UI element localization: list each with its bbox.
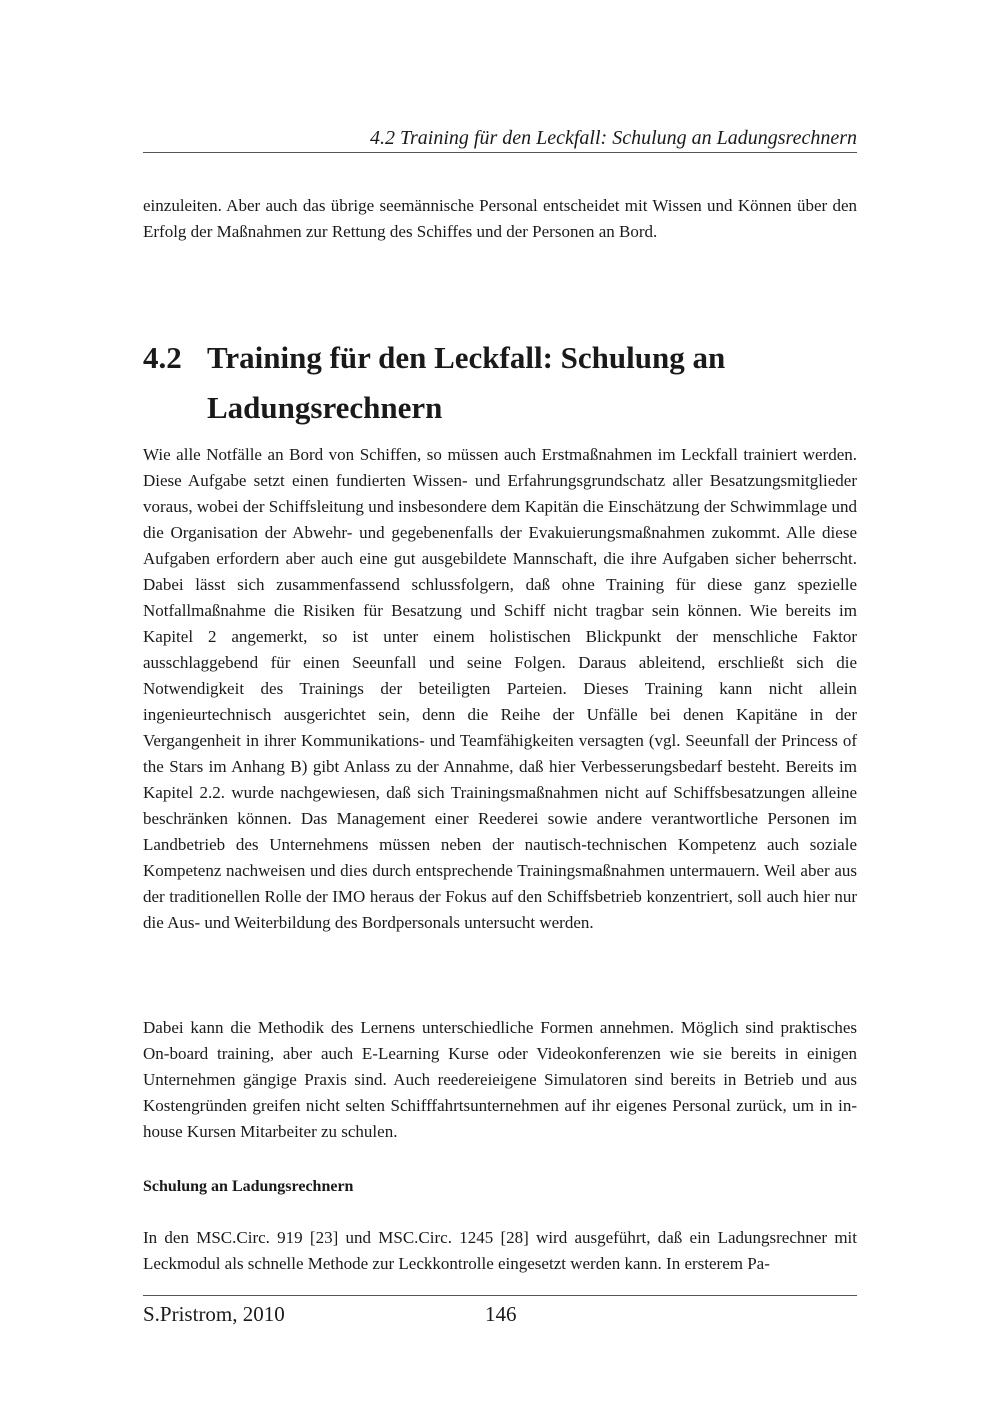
intro-paragraph: einzuleiten. Aber auch das übrige seemännische Personal entscheidet mit Wissen und Können über den Erfolg der Maßnahmen zur Rettung des Schiffes und der Personen an Bord. <box>143 196 857 241</box>
running-head: 4.2 Training für den Leckfall: Schulung an Ladungsrechnern <box>143 124 857 153</box>
subsection-title: Schulung an Ladungsrechnern <box>143 1178 354 1195</box>
method-paragraph: Dabei kann die Methodik des Lernens unterschiedliche Formen annehmen. Möglich sind praktisches On-board training, aber auch E-Learning Kurse oder Videokonferenzen wie sie bereits in einigen Unternehmen gängige Praxis sind. Auch reedereieigene Simulatoren sind bereits in Betrieb und aus Kostengründen greifen nicht selten Schifffahrtsunternehmen auf ihr eigenes Personal zurück, um in in-house Kursen Mitarbeiter zu schulen. <box>143 1018 857 1141</box>
main-paragraph: Wie alle Notfälle an Bord von Schiffen, so müssen auch Erstmaßnahmen im Leckfall trainiert werden. Diese Aufgabe setzt einen fundierten Wissen- und Erfahrungsgrundschatz aller Besatzungsmitglieder voraus, wobei der Schiffsleitung und insbesondere dem Kapitän die Einschätzung der Schwimmlage und die Organisation der Abwehr- und gegebenenfalls der Evakuierungsmaßnahmen zukommt. Alle diese Aufgaben erfordern aber auch eine gut ausgebildete Mannschaft, die ihre Aufgaben sicher beherrscht. Dabei lässt sich zusammenfassend schlussfolgern, daß ohne Training für diese ganz spezielle Notfallmaßnahme die Risiken für Besatzung und Schiff nicht tragbar sein können. Wie bereits im Kapitel 2 angemerkt, so ist unter einem holistischen Blickpunkt der menschliche Faktor ausschlaggebend für einen Seeunfall und seine Folgen. Daraus ableitend, erschließt sich die Notwendigkeit des Trainings der beteiligten Parteien. Dieses Training kann nicht allein ingenieurtechnisch ausgerichtet sein, denn die Reihe der Unfälle bei denen Kapitäne in der Vergangenheit in ihrer Kommunikations- und Teamfähigkeiten versagten (vgl. Seeunfall der Princess of the Stars im Anhang B) gibt Anlass zu der Annahme, daß hier Verbesserungsbedarf besteht. Bereits im Kapitel 2.2. wurde nachgewiesen, daß sich Trainingsmaßnahmen nicht auf Schiffsbesatzungen alleine beschränken können. Das Management einer Reederei sowie andere verantwortliche Personen im Landbetrieb des Unternehmens müssen neben der nautisch-technischen Kompetenz auch soziale Kompetenz nachweisen und dies durch entsprechende Trainingsmaßnahmen untermauern. Weil aber aus der traditionellen Rolle der IMO heraus der Fokus auf den Schiffsbetrieb konzentriert, soll auch hier nur die Aus- und Weiterbildung des Bordpersonals untersucht werden. <box>143 445 857 932</box>
section-number: 4.2 <box>143 340 182 375</box>
section-heading <box>143 333 857 433</box>
page-number: 146 <box>485 1302 517 1326</box>
section-title: Training für den Leckfall: Schulung an Ladungsrechnern <box>207 340 726 425</box>
last-paragraph: In den MSC.Circ. 919 [23] und MSC.Circ. 1245 [28] wird ausgeführt, daß ein Ladungsrechner mit Leckmodul als schnelle Methode zur Leckkontrolle eingesetzt werden kann. In ersterem Pa- <box>143 1228 857 1273</box>
footer-author: S.Pristrom, 2010 <box>143 1302 285 1326</box>
footer-rule <box>143 1295 857 1296</box>
